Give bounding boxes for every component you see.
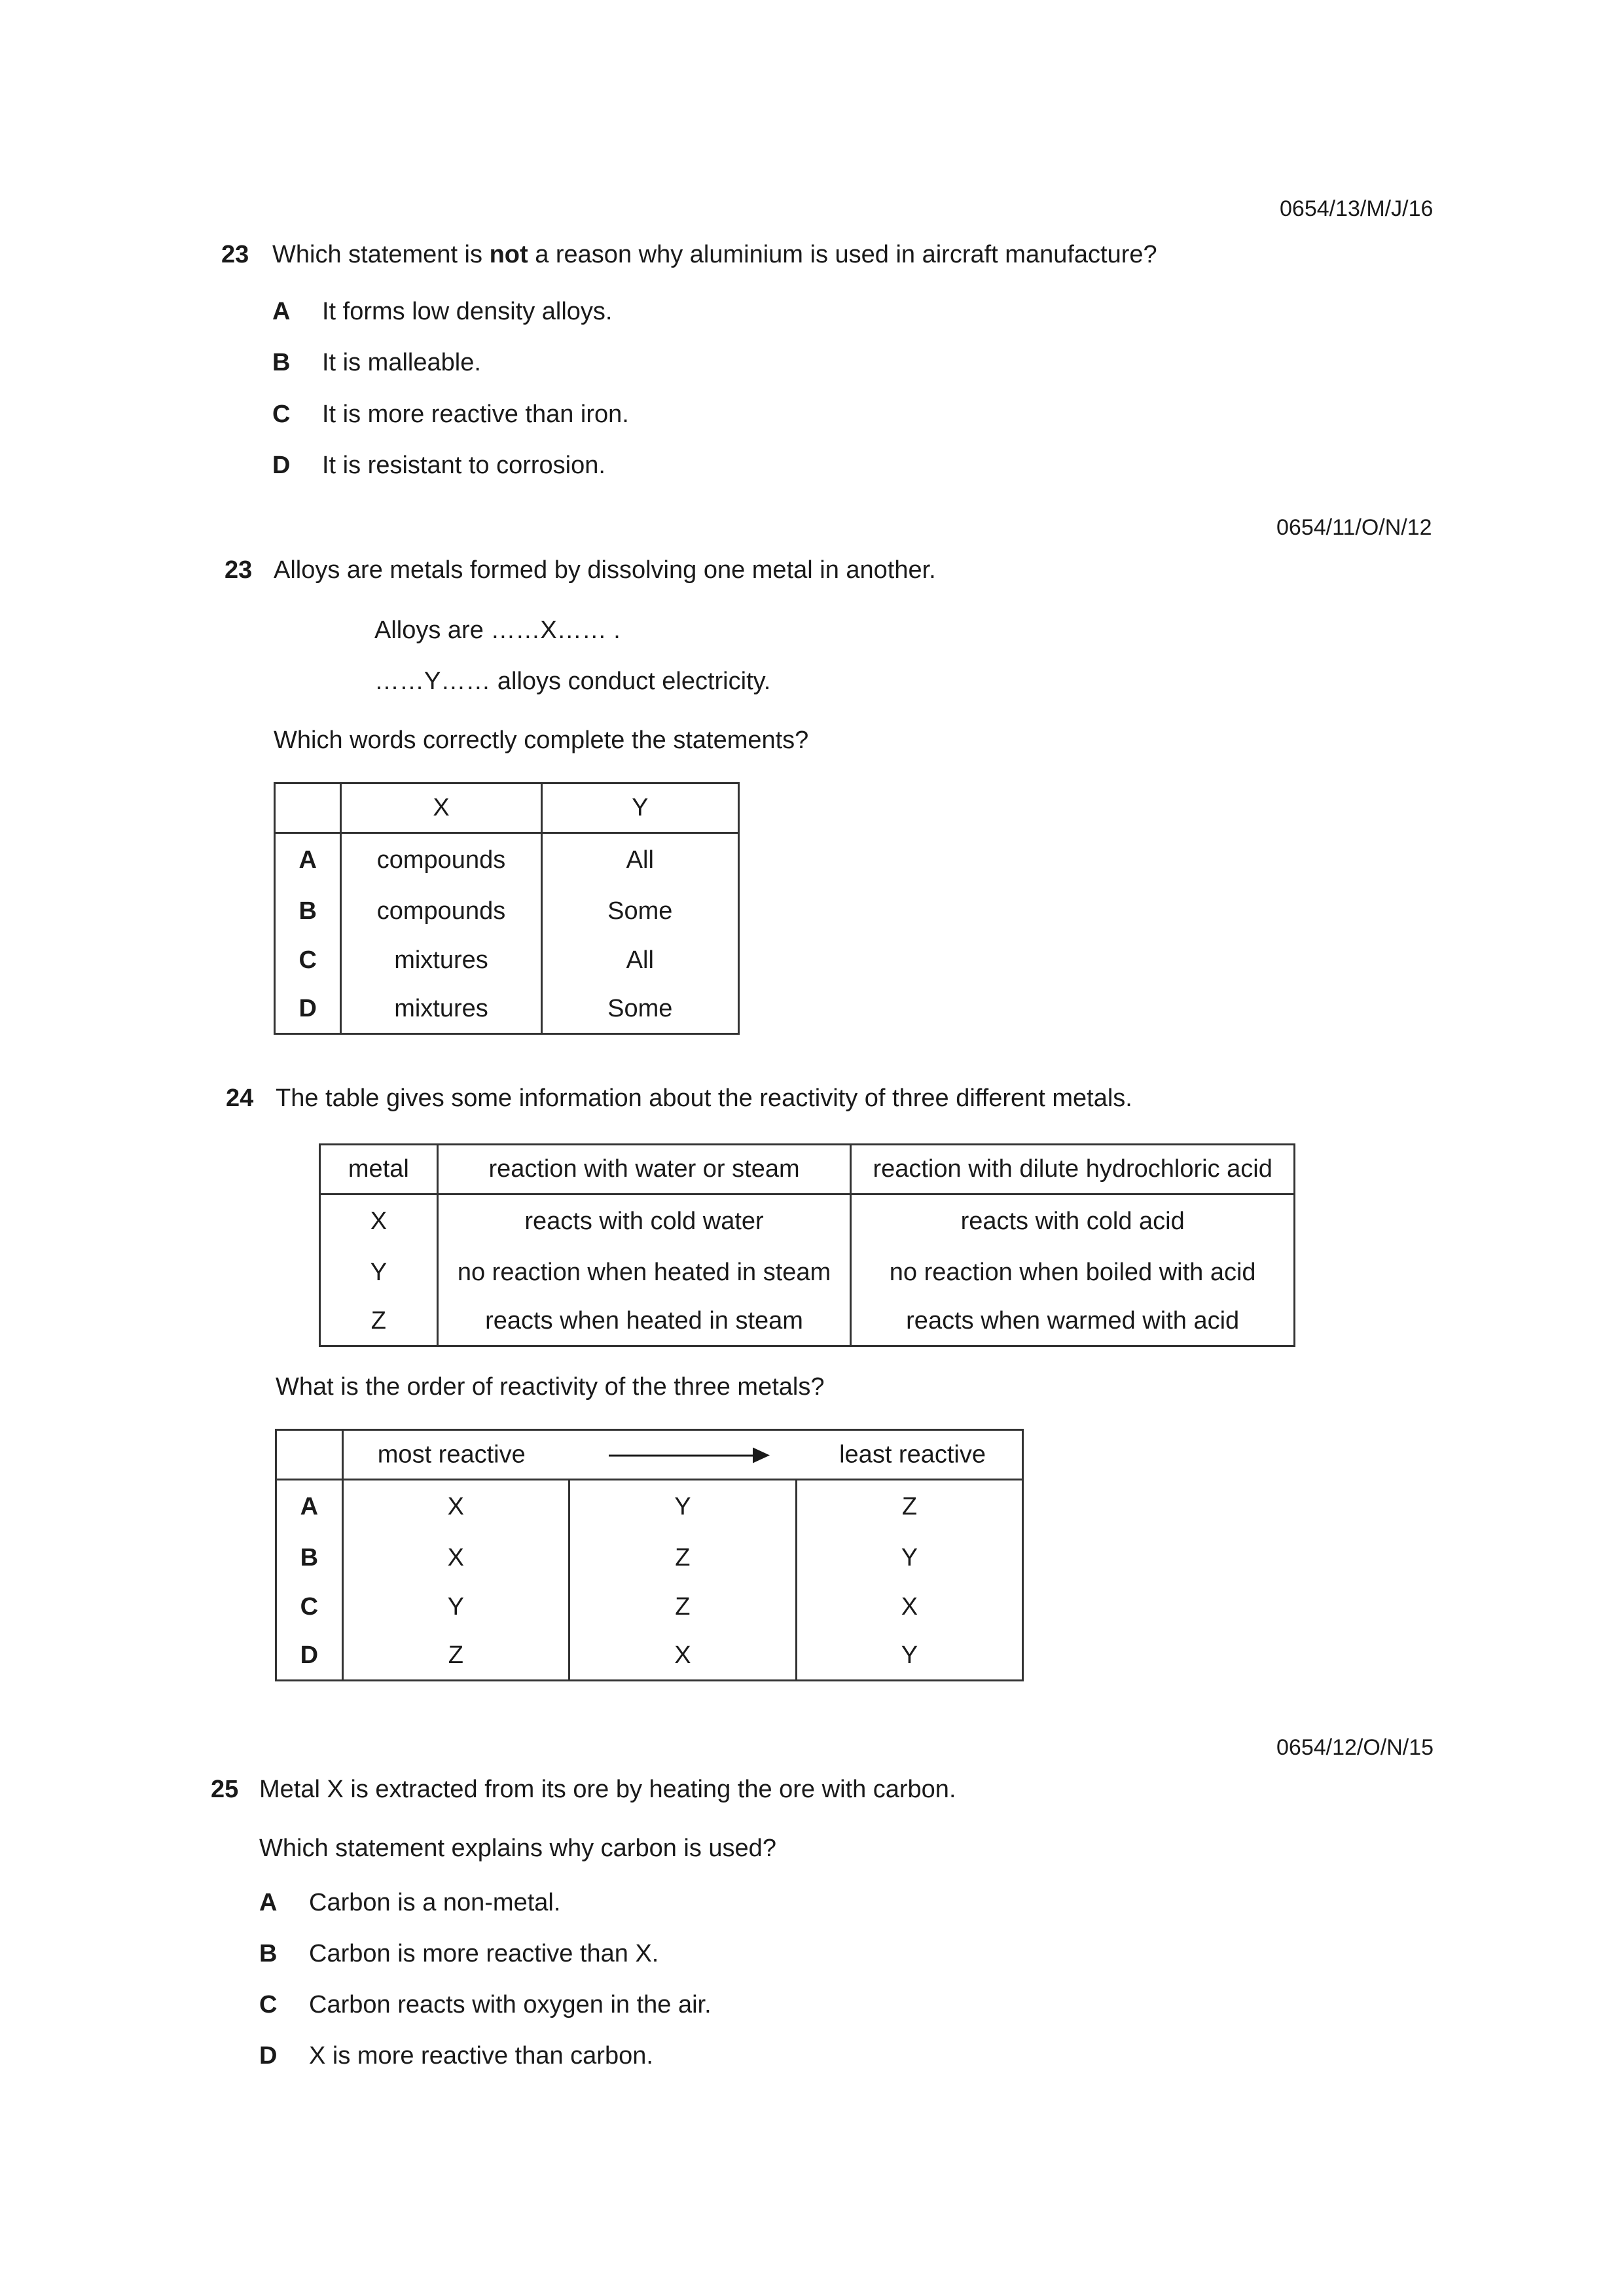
table-cell: X xyxy=(342,1534,569,1583)
row-letter: A xyxy=(276,1480,343,1534)
table-cell: Some xyxy=(541,887,738,936)
table-cell: Z xyxy=(320,1297,438,1346)
table-row xyxy=(276,1534,1023,1583)
table-header-cell xyxy=(342,1430,1022,1480)
table-row xyxy=(320,1248,1295,1297)
statement-line: ……Y…… alloys conduct electricity. xyxy=(374,668,771,695)
row-letter: A xyxy=(275,833,341,887)
row-letter: D xyxy=(275,985,341,1034)
question-number: 23 xyxy=(221,241,249,268)
reactivity-table xyxy=(319,1143,1295,1347)
question-number: 24 xyxy=(226,1085,254,1112)
statement-line: Alloys are ……X…… . xyxy=(374,617,621,644)
table-row xyxy=(276,1583,1023,1632)
question-prompt: Which words correctly complete the statements? xyxy=(274,726,809,754)
table-header-row xyxy=(276,1430,1023,1480)
option-letter: A xyxy=(272,298,291,325)
question-text-part: a reason why aluminium is used in aircraft manufacture? xyxy=(528,241,1157,268)
question-text-emphasis: not xyxy=(489,241,528,268)
row-letter: D xyxy=(276,1632,343,1681)
option-text: It forms low density alloys. xyxy=(322,298,613,325)
table-row xyxy=(275,936,739,985)
table-cell: X xyxy=(569,1632,796,1681)
option-letter: C xyxy=(259,1991,278,2018)
table-cell: no reaction when boiled with acid xyxy=(851,1248,1295,1297)
table-cell: no reaction when heated in steam xyxy=(437,1248,851,1297)
option-text: Carbon is a non-metal. xyxy=(309,1889,561,1916)
table-row xyxy=(320,1297,1295,1346)
table-cell: reacts with cold acid xyxy=(851,1194,1295,1248)
table-cell: X xyxy=(342,1480,569,1534)
question-number: 23 xyxy=(225,556,253,584)
table-cell: reacts when warmed with acid xyxy=(851,1297,1295,1346)
option-letter: C xyxy=(272,401,291,428)
table-row xyxy=(276,1632,1023,1681)
table-row xyxy=(275,833,739,887)
table-row xyxy=(320,1194,1295,1248)
question-number: 25 xyxy=(211,1776,239,1803)
question-prompt: What is the order of reactivity of the three metals? xyxy=(276,1373,825,1401)
table-row xyxy=(275,985,739,1034)
table-cell: Some xyxy=(541,985,738,1034)
question-prompt: Which statement explains why carbon is used? xyxy=(259,1835,776,1862)
question-text: Metal X is extracted from its ore by heating the ore with carbon. xyxy=(259,1776,956,1803)
question-reference: 0654/13/M/J/16 xyxy=(1280,196,1434,221)
table-header-cell xyxy=(275,783,341,833)
least-reactive-label: least reactive xyxy=(839,1441,986,1468)
table-cell: X xyxy=(320,1194,438,1248)
table-cell: Y xyxy=(569,1480,796,1534)
table-header-cell: X xyxy=(341,783,541,833)
arrow-right-icon xyxy=(609,1441,770,1469)
option-text: It is resistant to corrosion. xyxy=(322,452,605,479)
question-text xyxy=(272,241,1157,269)
question-text-part: Which statement is xyxy=(272,241,490,268)
option-text: It is more reactive than iron. xyxy=(322,401,629,428)
table-cell: All xyxy=(541,833,738,887)
option-letter: B xyxy=(259,1940,278,1967)
row-letter: B xyxy=(276,1534,343,1583)
option-letter: B xyxy=(272,349,291,376)
table-header-cell xyxy=(276,1430,343,1480)
question-reference: 0654/12/O/N/15 xyxy=(1276,1735,1434,1760)
table-cell: reacts when heated in steam xyxy=(437,1297,851,1346)
table-cell: Y xyxy=(796,1632,1022,1681)
table-cell: Z xyxy=(569,1534,796,1583)
table-cell: Y xyxy=(342,1583,569,1632)
table-header-cell: Y xyxy=(541,783,738,833)
table-header-row xyxy=(320,1145,1295,1194)
answer-table xyxy=(274,782,740,1035)
table-row xyxy=(275,887,739,936)
table-cell: Z xyxy=(342,1632,569,1681)
table-cell: X xyxy=(796,1583,1022,1632)
row-letter: C xyxy=(275,936,341,985)
table-header-cell: reaction with dilute hydrochloric acid xyxy=(851,1145,1295,1194)
most-reactive-label: most reactive xyxy=(377,1441,526,1468)
option-text: Carbon reacts with oxygen in the air. xyxy=(309,1991,712,2018)
option-letter: A xyxy=(259,1889,278,1916)
table-cell: Z xyxy=(569,1583,796,1632)
answer-table xyxy=(275,1429,1024,1681)
option-letter: D xyxy=(272,452,291,479)
question-text: The table gives some information about the reactivity of three different metals. xyxy=(276,1085,1132,1112)
row-letter: C xyxy=(276,1583,343,1632)
table-cell: compounds xyxy=(341,887,541,936)
table-cell: Z xyxy=(796,1480,1022,1534)
table-cell: mixtures xyxy=(341,985,541,1034)
table-cell: mixtures xyxy=(341,936,541,985)
option-text: It is malleable. xyxy=(322,349,481,376)
table-cell: reacts with cold water xyxy=(437,1194,851,1248)
option-text: X is more reactive than carbon. xyxy=(309,2042,653,2070)
table-header-cell: reaction with water or steam xyxy=(437,1145,851,1194)
row-letter: B xyxy=(275,887,341,936)
table-header-row xyxy=(275,783,739,833)
question-text: Alloys are metals formed by dissolving one metal in another. xyxy=(274,556,936,584)
table-cell: Y xyxy=(796,1534,1022,1583)
table-header-cell: metal xyxy=(320,1145,438,1194)
table-cell: compounds xyxy=(341,833,541,887)
table-cell: Y xyxy=(320,1248,438,1297)
table-row xyxy=(276,1480,1023,1534)
question-reference: 0654/11/O/N/12 xyxy=(1276,515,1432,540)
option-text: Carbon is more reactive than X. xyxy=(309,1940,659,1967)
option-letter: D xyxy=(259,2042,278,2070)
table-cell: All xyxy=(541,936,738,985)
